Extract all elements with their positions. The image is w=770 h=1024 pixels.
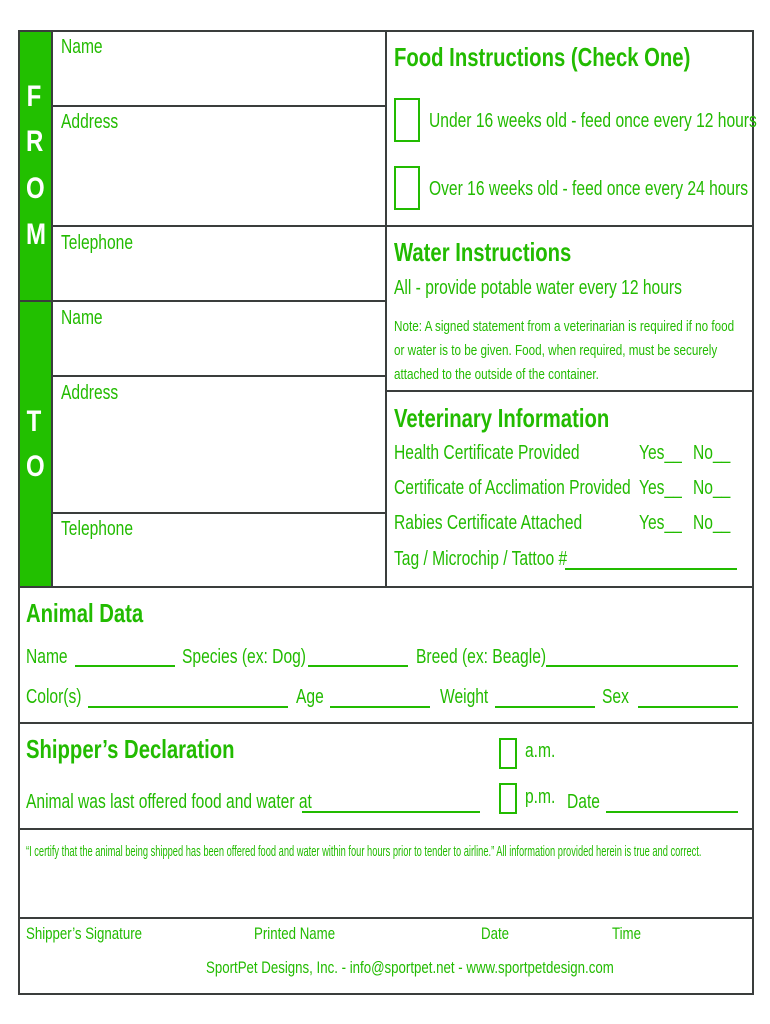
printed-name-label: Printed Name [254, 924, 336, 943]
last-offered-field[interactable] [302, 811, 480, 813]
food-option-checkbox-1[interactable] [394, 98, 420, 142]
food-option-label: Under 16 weeks old - feed once every 12 hours [429, 110, 757, 132]
animal-colors-label: Color(s) [26, 686, 82, 708]
animal-name-field[interactable] [75, 665, 175, 667]
vet-tag-field[interactable] [565, 568, 737, 570]
water-title: Water Instructions [394, 237, 572, 267]
vet-no[interactable]: No__ [693, 512, 731, 534]
to-name-label: Name [61, 307, 103, 329]
food-title: Food Instructions (Check One) [394, 42, 691, 72]
from-address-label: Address [61, 111, 119, 133]
am-checkbox[interactable] [499, 738, 517, 769]
to-side-letter: O [26, 450, 45, 483]
pm-checkbox[interactable] [499, 783, 517, 814]
vet-yes[interactable]: Yes__ [639, 442, 682, 464]
vet-row-label: Health Certificate Provided [394, 442, 580, 464]
shipper-signature-label: Shipper’s Signature [26, 924, 142, 943]
footer-text: SportPet Designs, Inc. - info@sportpet.net - www.sportpetdesign.com [206, 958, 614, 977]
from-telephone-label: Telephone [61, 232, 134, 254]
to-telephone-label: Telephone [61, 518, 134, 540]
vet-no[interactable]: No__ [693, 442, 731, 464]
animal-title: Animal Data [26, 598, 144, 628]
from-name-label: Name [61, 36, 103, 58]
from-side-letter: O [26, 172, 45, 205]
certify-text: “I certify that the animal being shipped has been offered food and water within four hours prior to tender to airline.” All information provided herein is true and correct. [26, 843, 702, 860]
animal-colors-field[interactable] [88, 706, 288, 708]
animal-weight-field[interactable] [495, 706, 595, 708]
am-label: a.m. [525, 740, 556, 762]
animal-weight-label: Weight [440, 686, 489, 708]
vet-yes[interactable]: Yes__ [639, 512, 682, 534]
animal-species-label: Species (ex: Dog) [182, 646, 306, 668]
vet-row-label: Rabies Certificate Attached [394, 512, 583, 534]
animal-breed-field[interactable] [546, 665, 738, 667]
from-sidebar [18, 30, 53, 302]
animal-sex-label: Sex [602, 686, 629, 708]
animal-age-field[interactable] [330, 706, 430, 708]
animal-breed-label: Breed (ex: Beagle) [416, 646, 547, 668]
from-side-letter: R [26, 125, 44, 158]
to-sidebar [18, 300, 53, 588]
to-side-letter: T [26, 405, 42, 438]
signature-date-label: Date [481, 924, 510, 943]
water-note-line: attached to the outside of the container. [394, 366, 599, 383]
water-note-line: Note: A signed statement from a veterinarian is required if no food [394, 318, 735, 335]
pm-label: p.m. [525, 786, 556, 808]
signature-time-label: Time [612, 924, 641, 943]
vet-row-label: Certificate of Acclimation Provided [394, 477, 631, 499]
certify-section [18, 828, 754, 919]
animal-sex-field[interactable] [638, 706, 738, 708]
water-note-line: or water is to be given. Food, when required, must be securely [394, 342, 718, 359]
vet-title: Veterinary Information [394, 403, 610, 433]
shipper-title: Shipper’s Declaration [26, 734, 235, 764]
animal-age-label: Age [296, 686, 324, 708]
to-address-label: Address [61, 382, 119, 404]
animal-name-label: Name [26, 646, 68, 668]
shipper-date-field[interactable] [606, 811, 738, 813]
food-option-label: Over 16 weeks old - feed once every 24 hours [429, 178, 749, 200]
water-text: All - provide potable water every 12 hours [394, 277, 682, 299]
from-side-letter: F [26, 80, 42, 113]
from-side-letter: M [26, 218, 46, 251]
vet-tag-label: Tag / Microchip / Tattoo # [394, 548, 568, 570]
vet-no[interactable]: No__ [693, 477, 731, 499]
food-option-checkbox-2[interactable] [394, 166, 420, 210]
animal-species-field[interactable] [308, 665, 408, 667]
last-offered-label: Animal was last offered food and water at [26, 791, 312, 813]
vet-yes[interactable]: Yes__ [639, 477, 682, 499]
shipper-date-label: Date [567, 791, 600, 813]
